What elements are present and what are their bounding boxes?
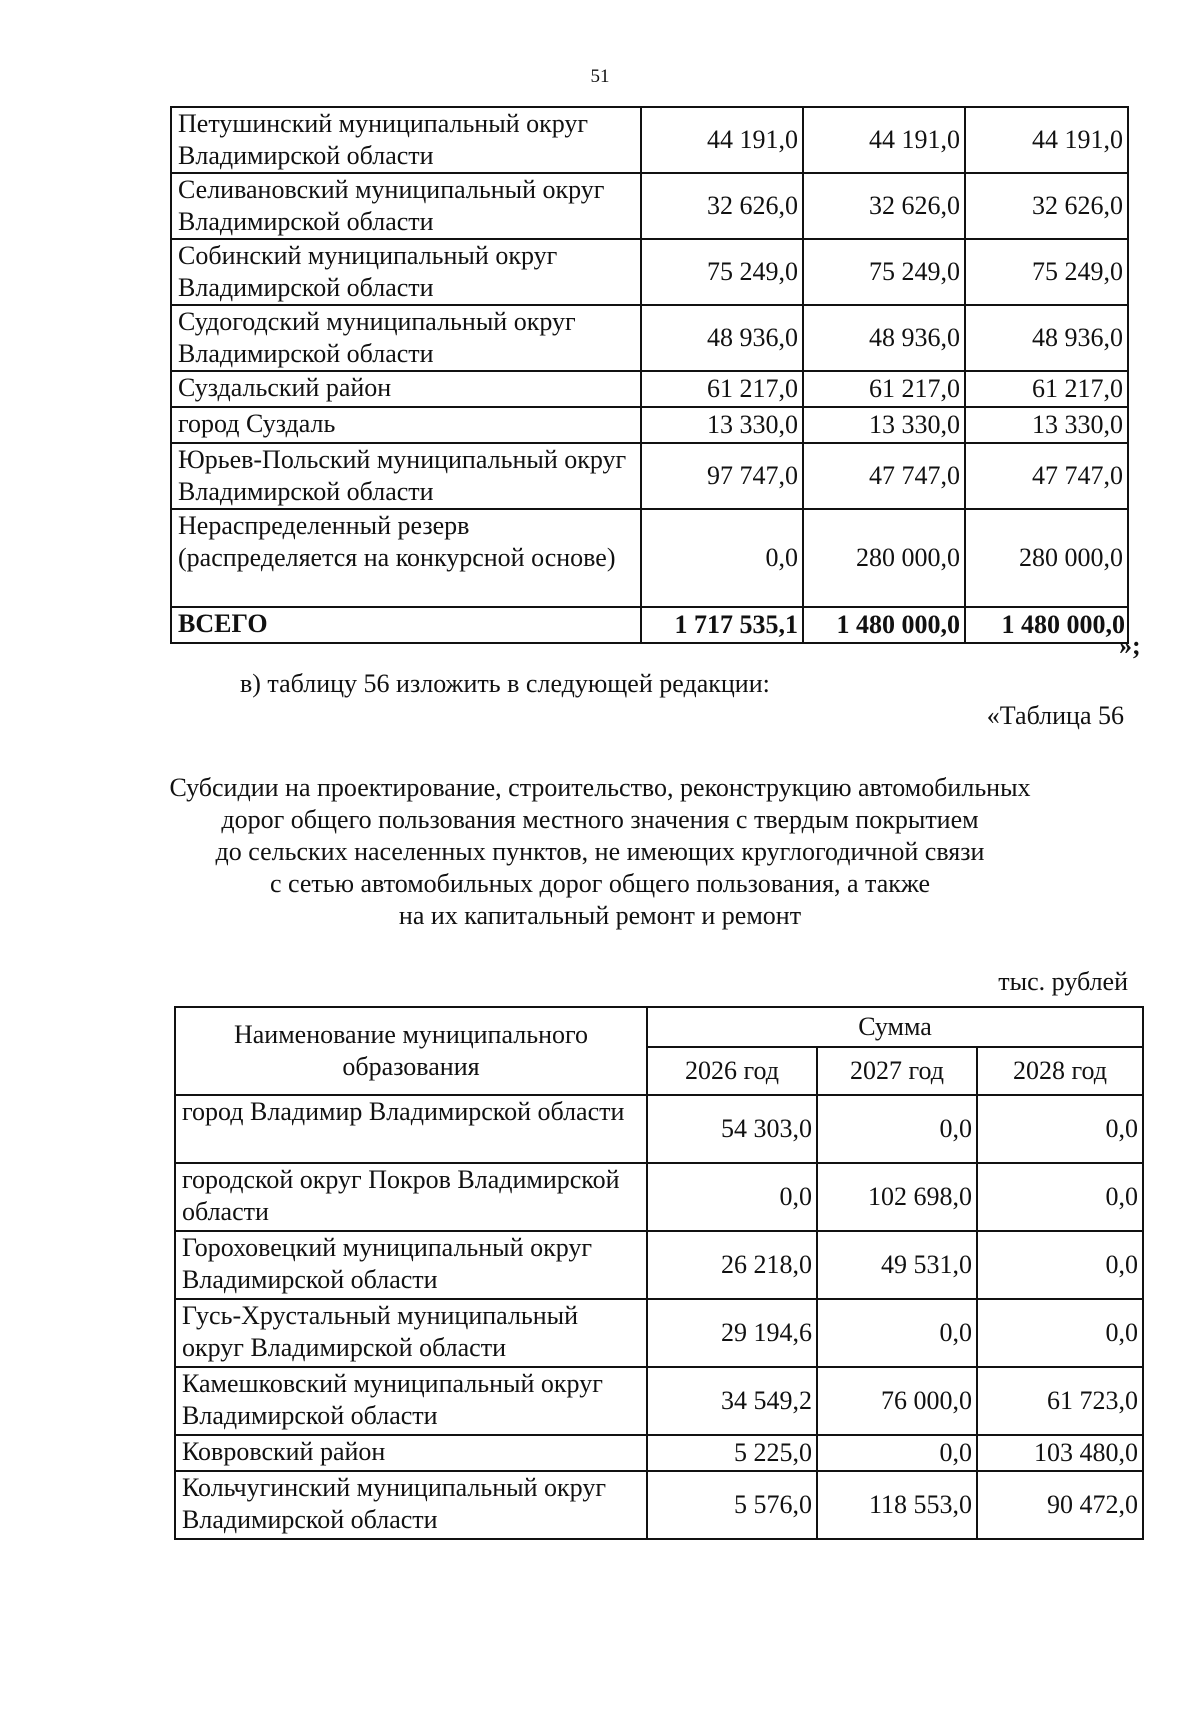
- table-row: [175, 1231, 1143, 1299]
- amount-2026: 29 194,6: [647, 1299, 817, 1367]
- amount-2027: 47 747,0: [803, 443, 965, 509]
- amount-2026: 32 626,0: [641, 173, 803, 239]
- units-label: тыс. рублей: [998, 967, 1128, 996]
- table-row: [171, 371, 1128, 407]
- total-row: [171, 607, 1128, 643]
- municipality-name: Селивановский муниципальный округ Владимирской области: [171, 173, 641, 239]
- amount-2028: 61 217,0: [965, 371, 1128, 407]
- header-sum: Сумма: [647, 1007, 1143, 1047]
- amount-2027: 76 000,0: [817, 1367, 977, 1435]
- table-row: [175, 1471, 1143, 1539]
- header-year: 2027 год: [817, 1047, 977, 1095]
- table-row: [171, 239, 1128, 305]
- title-line: на их капитальный ремонт и ремонт: [398, 901, 802, 930]
- amount-2027: 75 249,0: [803, 239, 965, 305]
- total-label: ВСЕГО: [171, 607, 641, 643]
- title-line: до сельских населенных пунктов, не имеющих круглогодичной связи: [215, 837, 985, 866]
- amount-2028: 280 000,0: [965, 509, 1128, 607]
- amount-2028: 47 747,0: [965, 443, 1128, 509]
- total-2028: [965, 607, 1128, 643]
- municipality-name: Суздальский район: [171, 371, 641, 407]
- amount-2026: 0,0: [647, 1163, 817, 1231]
- municipality-name: Ковровский район: [175, 1435, 647, 1471]
- municipality-name: Собинский муниципальный округ Владимирской области: [171, 239, 641, 305]
- amount-2026: 61 217,0: [641, 371, 803, 407]
- amount-2028: 13 330,0: [965, 407, 1128, 443]
- municipality-name: Юрьев-Польский муниципальный округ Владимирской области: [171, 443, 641, 509]
- table-row: [175, 1435, 1143, 1471]
- table-row: [175, 1163, 1143, 1231]
- municipality-name: Петушинский муниципальный округ Владимирской области: [171, 107, 641, 173]
- municipality-name: город Суздаль: [171, 407, 641, 443]
- table-row: [175, 1299, 1143, 1367]
- amount-2027: 13 330,0: [803, 407, 965, 443]
- header-year: 2026 год: [647, 1047, 817, 1095]
- page-number: 51: [590, 66, 610, 87]
- amount-2028: 0,0: [977, 1231, 1143, 1299]
- municipality-name: город Владимир Владимирской области: [175, 1095, 647, 1163]
- amount-2027: 48 936,0: [803, 305, 965, 371]
- amount-2028: 44 191,0: [965, 107, 1128, 173]
- table-row: [171, 407, 1128, 443]
- amount-2028: 61 723,0: [977, 1367, 1143, 1435]
- amount-2027: 102 698,0: [817, 1163, 977, 1231]
- amount-2027: 0,0: [817, 1299, 977, 1367]
- amount-2028: 0,0: [977, 1163, 1143, 1231]
- amount-2027: 49 531,0: [817, 1231, 977, 1299]
- amount-2028: 90 472,0: [977, 1471, 1143, 1539]
- amount-2026: 44 191,0: [641, 107, 803, 173]
- instruction-text: в) таблицу 56 изложить в следующей редакции:: [240, 669, 770, 698]
- total-2026: 1 717 535,1: [641, 607, 803, 643]
- amount-2027: 61 217,0: [803, 371, 965, 407]
- amount-2026: 0,0: [641, 509, 803, 607]
- table-label: «Таблица 56: [986, 701, 1124, 730]
- header-year: 2028 год: [977, 1047, 1143, 1095]
- table-row: [171, 509, 1128, 607]
- amount-2028: 32 626,0: [965, 173, 1128, 239]
- municipality-name: Судогодский муниципальный округ Владимирской области: [171, 305, 641, 371]
- amount-2026: 34 549,2: [647, 1367, 817, 1435]
- amount-2027: 44 191,0: [803, 107, 965, 173]
- amount-2026: 5 225,0: [647, 1435, 817, 1471]
- amount-2028: 0,0: [977, 1299, 1143, 1367]
- table-row: [171, 173, 1128, 239]
- total-2027: 1 480 000,0: [803, 607, 965, 643]
- subsidy-table-56: [174, 1006, 1144, 1540]
- table-row: [175, 1367, 1143, 1435]
- municipality-name: Гусь-Хрустальный муниципальный округ Владимирской области: [175, 1299, 647, 1367]
- subsidy-table-continued: [170, 106, 1129, 644]
- municipality-name: Нераспределенный резерв (распределяется на конкурсной основе): [171, 509, 641, 607]
- municipality-name: Гороховецкий муниципальный округ Владимирской области: [175, 1231, 647, 1299]
- municipality-name: Камешковский муниципальный округ Владимирской области: [175, 1367, 647, 1435]
- amount-2027: 0,0: [817, 1435, 977, 1471]
- amount-2027: 118 553,0: [817, 1471, 977, 1539]
- municipality-name: Кольчугинский муниципальный округ Владимирской области: [175, 1471, 647, 1539]
- amount-2027: 280 000,0: [803, 509, 965, 607]
- amount-2026: 26 218,0: [647, 1231, 817, 1299]
- title-line: дорог общего пользования местного значения с твердым покрытием: [221, 805, 979, 834]
- amount-2026: 75 249,0: [641, 239, 803, 305]
- amount-2026: 5 576,0: [647, 1471, 817, 1539]
- amount-2028: 0,0: [977, 1095, 1143, 1163]
- amount-2028: 103 480,0: [977, 1435, 1143, 1471]
- closing-quote: »;: [1119, 631, 1141, 660]
- table-row: [171, 107, 1128, 173]
- amount-2027: 32 626,0: [803, 173, 965, 239]
- amount-2026: 48 936,0: [641, 305, 803, 371]
- amount-2027: 0,0: [817, 1095, 977, 1163]
- amount-2028: 75 249,0: [965, 239, 1128, 305]
- title-line: с сетью автомобильных дорог общего пользования, а также: [269, 869, 931, 898]
- table-row: [175, 1095, 1143, 1163]
- title-line: Субсидии на проектирование, строительство, реконструкцию автомобильных: [169, 773, 1031, 802]
- table-row: [171, 305, 1128, 371]
- amount-2026: 54 303,0: [647, 1095, 817, 1163]
- total-2028-value: 1 480 000,0: [1001, 610, 1125, 639]
- amount-2026: 13 330,0: [641, 407, 803, 443]
- table-row: [171, 443, 1128, 509]
- amount-2026: 97 747,0: [641, 443, 803, 509]
- amount-2028: 48 936,0: [965, 305, 1128, 371]
- municipality-name: городской округ Покров Владимирской области: [175, 1163, 647, 1231]
- header-municipality: Наименование муниципального образования: [175, 1007, 647, 1095]
